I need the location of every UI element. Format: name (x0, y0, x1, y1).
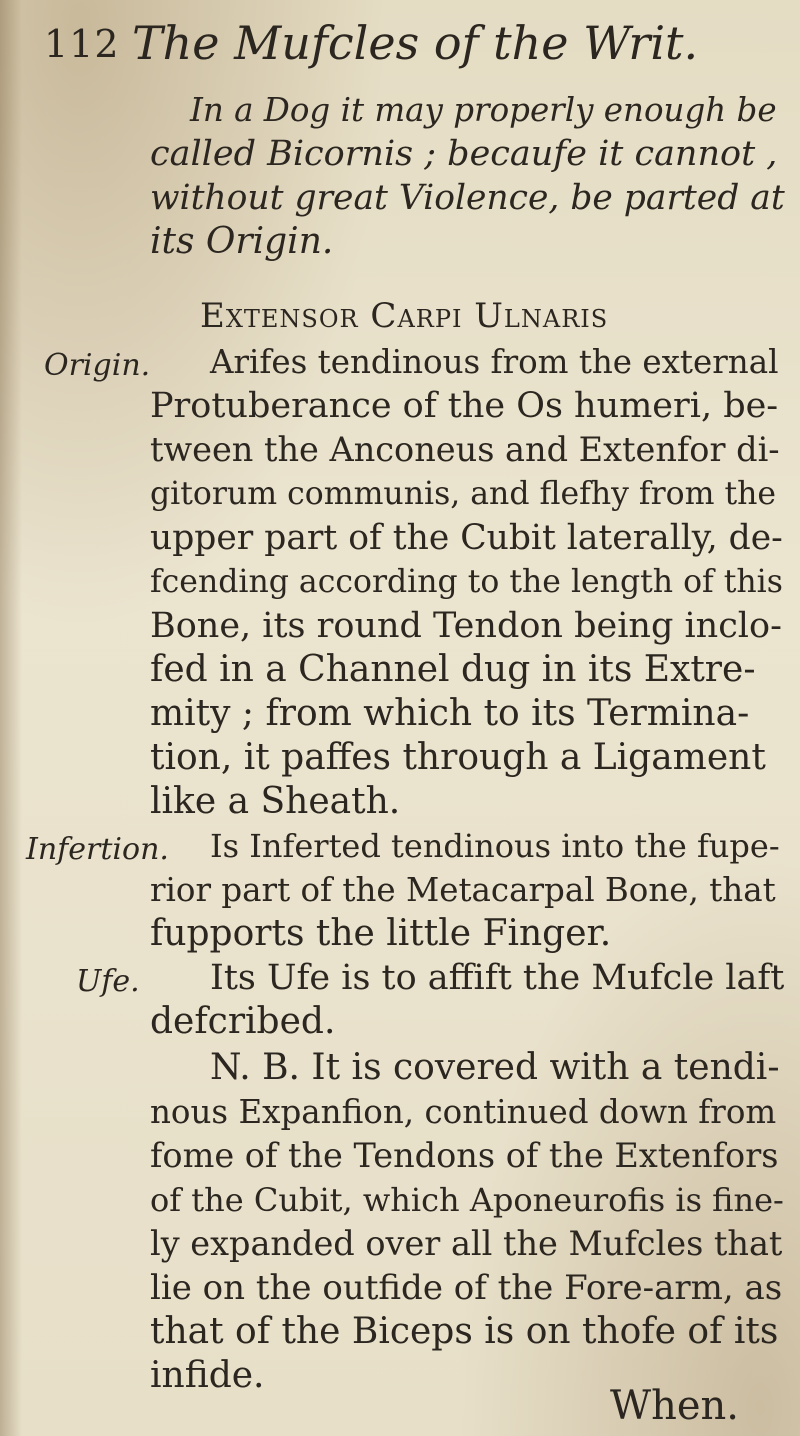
page-number: 112 (44, 22, 120, 66)
insertion-line-1: Is Inferted tendinous into the fupe- (210, 827, 780, 865)
intro-line-2: called Bicornis ; becaufe it cannot , (150, 134, 778, 174)
catchword: When. (610, 1383, 740, 1429)
use-line-2: defcribed. (150, 1001, 336, 1042)
section-title: Extensor Carpi Ulnaris (200, 296, 609, 336)
note-line-5: ly expanded over all the Mufcles that (150, 1224, 783, 1263)
origin-line-9: mity ; from which to its Termina- (150, 693, 750, 734)
note-line-4: of the Cubit, which Aponeurofis is fine- (150, 1181, 784, 1219)
origin-line-11: like a Sheath. (150, 781, 401, 822)
note-line-7: that of the Biceps is on thofe of its (150, 1311, 779, 1352)
origin-line-1: Arifes tendinous from the external (210, 343, 779, 381)
note-line-1: N. B. It is covered with a tendi- (210, 1047, 780, 1088)
note-line-8: infide. (150, 1355, 265, 1396)
origin-line-7: Bone, its round Tendon being inclo- (150, 606, 782, 646)
insertion-line-3: fupports the little Finger. (150, 913, 612, 954)
margin-note-insertion: Infertion. (26, 832, 169, 867)
intro-line-1: In a Dog it may properly enough be (190, 91, 777, 129)
note-line-6: lie on the outfide of the Fore-arm, as (150, 1268, 783, 1308)
intro-line-3: without great Violence, be parted at (150, 178, 785, 218)
use-line-1: Its Ufe is to affift the Mufcle laft (210, 958, 785, 998)
note-line-3: fome of the Tendons of the Extenfors (150, 1136, 779, 1175)
margin-note-origin: Origin. (44, 348, 151, 383)
origin-line-5: upper part of the Cubit laterally, de- (150, 518, 783, 558)
running-title: The Mufcles of the Writ. (132, 16, 699, 70)
origin-line-4: gitorum communis, and flefhy from the (150, 476, 777, 512)
note-line-2: nous Expanfion, continued down from (150, 1093, 777, 1131)
origin-line-2: Protuberance of the Os humeri, be- (150, 386, 779, 426)
origin-line-3: tween the Anconeus and Extenfor di- (150, 430, 780, 469)
origin-line-10: tion, it paffes through a Ligament (150, 737, 766, 778)
origin-line-8: fed in a Channel dug in its Extre- (150, 649, 756, 690)
intro-line-4: its Origin. (150, 221, 334, 262)
insertion-line-2: rior part of the Metacarpal Bone, that (150, 871, 776, 909)
origin-line-6: fcending according to the length of this (150, 564, 783, 600)
page-gutter-shadow (0, 0, 22, 1436)
page-header (0, 14, 800, 70)
margin-note-use: Ufe. (76, 964, 140, 999)
